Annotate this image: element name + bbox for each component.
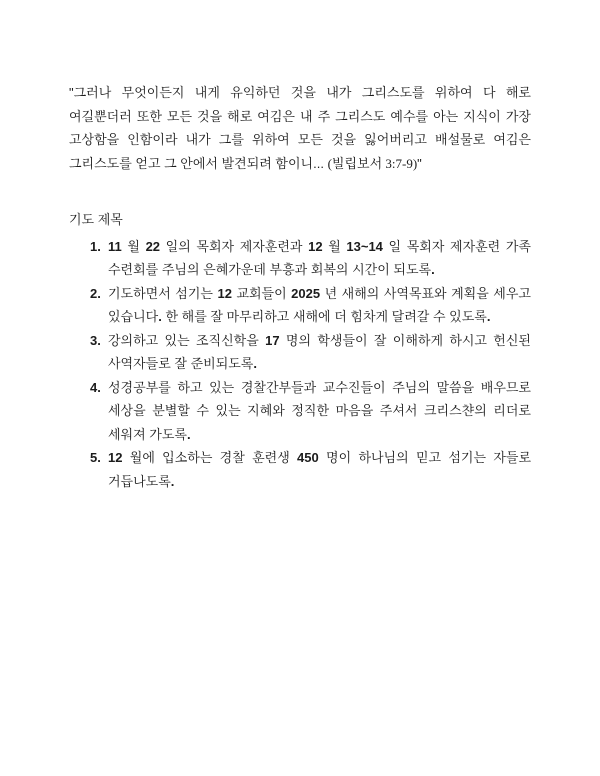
- scripture-quote-paragraph: "그러나 무엇이든지 내게 유익하던 것을 내가 그리스도를 위하여 다 해로 여길뿐더러 또한 모든 것을 해로 여김은 내 주 그리스도 예수를 아는 지식이 가장 고상함을 인함이라 내가 그를 위하여 모든 것을 잃어버리고 배설물로 여김은 그리스도를 얻고 그 안에서 발견되려 함이니... (빌립보서 3:7-9)": [69, 85, 531, 171]
- prayer-item-4-number: 4.: [90, 379, 101, 395]
- prayer-item-2-number: 2.: [90, 285, 101, 301]
- prayer-list: [69, 235, 531, 494]
- prayer-item-2-text: 기도하면서 섬기는 12 교회들이 2025 년 새해의 사역목표와 계획을 세우고 있습니다. 한 해를 잘 마무리하고 새해에 더 힘차게 달려갈 수 있도록.: [108, 285, 531, 324]
- prayer-topics-heading: 기도 제목: [69, 212, 123, 227]
- prayer-item-5-text: 12 월에 입소하는 경찰 훈련생 450 명이 하나님의 믿고 섬기는 자들로 거듭나도록.: [108, 450, 531, 489]
- prayer-item-5-number: 5.: [90, 450, 101, 465]
- prayer-item-1: [90, 235, 531, 282]
- prayer-item-1-text: 11 월 22 일의 목회자 제자훈련과 12 월 13~14 일 목회자 제자훈련 가족 수련회를 주님의 은혜가운데 부흥과 회복의 시간이 되도록.: [108, 238, 531, 277]
- prayer-item-5: [90, 446, 531, 493]
- prayer-item-3-number: 3.: [90, 332, 101, 348]
- prayer-item-3: [90, 329, 531, 376]
- prayer-item-4: [90, 376, 531, 447]
- prayer-item-3-text: 강의하고 있는 조직신학을 17 명의 학생들이 잘 이해하게 하시고 헌신된 사역자들로 잘 준비되도록.: [108, 332, 531, 371]
- prayer-item-2: [90, 282, 531, 329]
- prayer-item-4-text: 성경공부를 하고 있는 경찰간부들과 교수진들이 주님의 말씀을 배우므로 세상을 분별할 수 있는 지혜와 정직한 마음을 주셔서 크리스챤의 리더로 세워져 가도록.: [108, 379, 531, 442]
- prayer-item-1-number: 1.: [90, 238, 101, 254]
